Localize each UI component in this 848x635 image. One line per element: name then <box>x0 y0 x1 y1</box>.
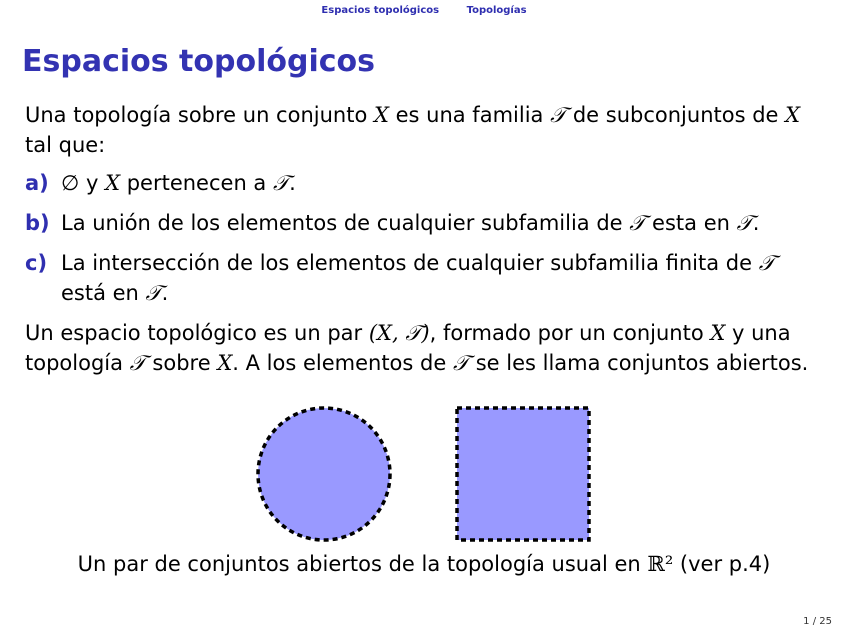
slide-title: Espacios topológicos <box>22 44 375 79</box>
list-item-label: b) <box>25 211 50 235</box>
item-text: está en <box>61 281 146 305</box>
item-text: . <box>752 211 760 235</box>
math-X: X <box>785 103 801 127</box>
intro-text-3: de subconjuntos de <box>566 103 786 127</box>
open-disk-shape <box>258 408 390 540</box>
item-text: La unión de los elementos de cualquier subfamilia de <box>61 211 630 235</box>
intro-text-2: es una familia <box>388 103 551 127</box>
intro-text-1: Una topología sobre un conjunto <box>25 103 374 127</box>
math-X: X <box>373 103 389 127</box>
math-T: 𝒯 <box>736 211 753 235</box>
list-item-label: a) <box>25 171 49 195</box>
math-X: X <box>710 321 726 345</box>
open-sets-figure <box>255 404 595 544</box>
math-T: 𝒯 <box>452 351 470 375</box>
list-item <box>25 208 825 238</box>
intro-text-4: tal que: <box>25 133 106 157</box>
list-item <box>25 248 825 308</box>
math-T: 𝒯 <box>129 351 146 375</box>
math-T: 𝒯 <box>550 103 567 127</box>
math-X: X <box>217 351 233 375</box>
item-text: esta en <box>645 211 737 235</box>
def-text: y una topología <box>25 321 791 375</box>
math-T: 𝒯 <box>629 211 646 235</box>
item-text: . <box>161 281 169 305</box>
nav-section-link[interactable]: Espacios topológicos <box>321 5 440 16</box>
top-navigation <box>0 5 848 16</box>
slide-body <box>25 100 825 378</box>
item-text: pertenecen a <box>120 171 273 195</box>
def-text: se les llama conjuntos abiertos. <box>469 351 809 375</box>
open-square-shape <box>457 408 589 540</box>
item-text: . <box>289 171 296 195</box>
math-pair: (X, 𝒯) <box>368 321 430 345</box>
caption-text: Un par de conjuntos abiertos de la topología usual en <box>77 552 648 576</box>
def-text: . A los elementos de <box>232 351 453 375</box>
axiom-list <box>25 168 825 308</box>
page-number: 1 / 25 <box>803 616 832 627</box>
list-item <box>25 168 825 198</box>
math-T: 𝒯 <box>272 171 290 195</box>
list-item-label: c) <box>25 251 48 275</box>
definition-paragraph <box>25 318 825 378</box>
def-text: sobre <box>145 351 218 375</box>
math-T: 𝒯 <box>758 251 775 275</box>
figure-svg <box>255 404 595 544</box>
nav-subsection-link[interactable]: Topologías <box>466 5 527 16</box>
intro-paragraph <box>25 100 825 160</box>
item-text: La intersección de los elementos de cualquier subfamilia finita de <box>61 251 759 275</box>
item-text: ∅ y <box>61 171 106 195</box>
def-text: , formado por un conjunto <box>429 321 711 345</box>
caption-ref: (ver p.4) <box>673 552 771 576</box>
math-X: X <box>105 171 121 195</box>
def-text: Un espacio topológico es un par <box>25 321 369 345</box>
math-T: 𝒯 <box>145 281 162 305</box>
figure-caption <box>0 552 848 576</box>
math-R2: ℝ² <box>647 552 674 576</box>
